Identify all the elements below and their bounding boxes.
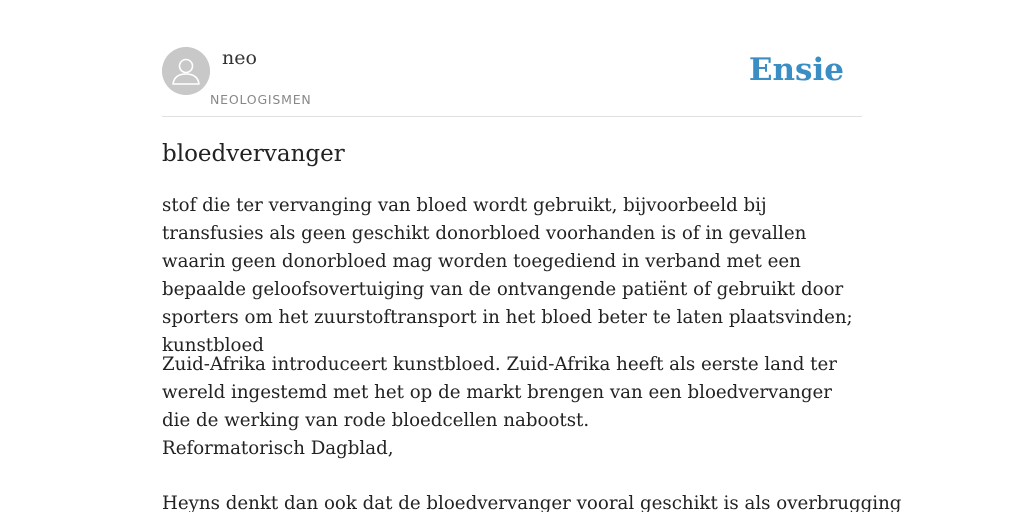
example-quote: Zuid-Afrika introduceert kunstbloed. Zuid-Afrika heeft als eerste land ter wereld ingestemd met het op de markt brengen van een bloedvervanger die de werking van rode bloedcellen nabootst. xyxy=(162,354,837,431)
entry-definition: stof die ter vervanging van bloed wordt gebruikt, bijvoorbeeld bij transfusies als geen geschikt donorbloed voorhanden is of in gevallen waarin geen donorbloed mag worden toegediend in verband met een bepaalde geloofsovertuiging van de ontvangende patiënt of gebruikt door sporters om het zuurstoftransport in het bloed beter te laten plaatsvinden; kunstbloed xyxy=(162,195,853,356)
category-link[interactable]: NEOLOGISMEN xyxy=(210,92,312,107)
site-logo[interactable]: Ensie xyxy=(748,52,844,88)
entry-example xyxy=(162,351,902,512)
username-link[interactable]: neo xyxy=(222,47,257,69)
user-silhouette-icon xyxy=(162,47,210,95)
header xyxy=(162,46,862,117)
example-next-quote: Heyns denkt dan ook dat de bloedvervanger vooral geschikt is als overbrugging xyxy=(162,493,902,512)
entry-title: bloedvervanger xyxy=(162,141,345,167)
user-avatar[interactable] xyxy=(162,47,210,95)
example-source: Reformatorisch Dagblad, xyxy=(162,438,394,459)
